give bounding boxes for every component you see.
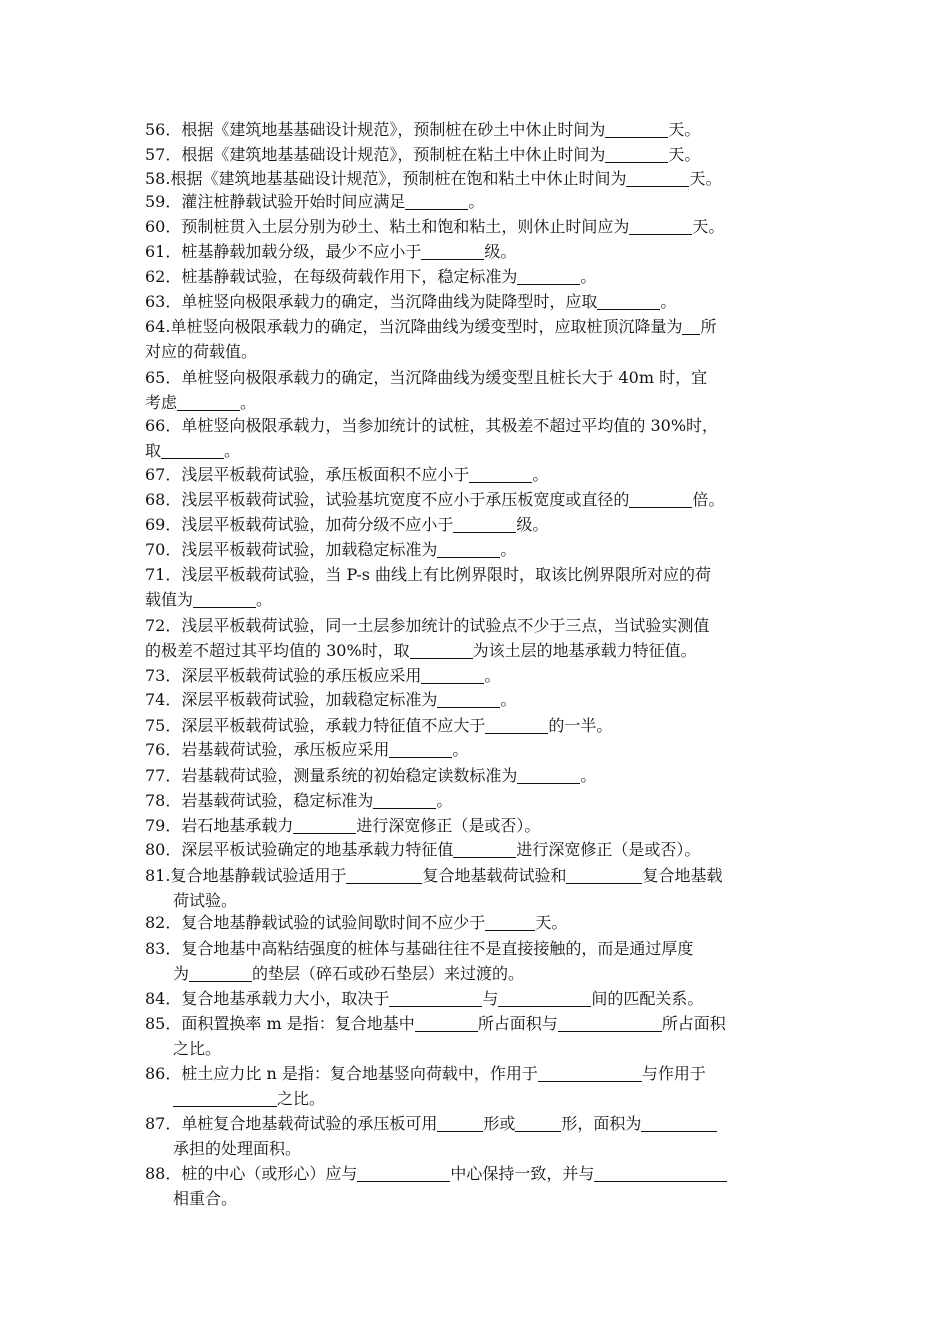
answer-blank[interactable] xyxy=(389,990,482,1007)
question-text: 浅层平板载荷试验，同一土层参加统计的试验点不少于三点，当试验实测值 xyxy=(181,616,710,635)
question-text: 岩基载荷试验，稳定标准为 xyxy=(181,791,374,810)
question-text: 。 xyxy=(500,690,517,709)
answer-blank[interactable] xyxy=(485,717,548,734)
question-text: 复合地基中高粘结强度的桩体与基础往往不是直接接触的，而是通过厚度 xyxy=(181,939,694,958)
question-number: 80． xyxy=(145,840,182,859)
question-continuation-line xyxy=(145,439,811,464)
question-text: 进行深宽修正（是或否）。 xyxy=(516,840,701,859)
question-number: 69． xyxy=(145,515,182,534)
question-number: 66． xyxy=(145,416,182,435)
question-text: 岩石地基承载力 xyxy=(181,816,294,835)
question-text: 倍。 xyxy=(692,490,725,509)
question-item xyxy=(145,513,811,538)
question-number: 71． xyxy=(145,565,182,584)
question-text: 取 xyxy=(145,440,162,460)
question-number: 64. xyxy=(145,317,171,336)
question-text: 之比。 xyxy=(277,1088,326,1108)
question-number: 84． xyxy=(145,989,182,1008)
question-text: 单桩竖向极限承载力的确定，当沉降曲线为陡降型时，应取 xyxy=(181,292,598,311)
answer-blank[interactable] xyxy=(415,1015,478,1032)
answer-blank[interactable] xyxy=(485,914,535,931)
question-item xyxy=(145,911,811,936)
question-text: 桩土应力比 n 是指：复合地基竖向荷载中，作用于 xyxy=(181,1064,538,1083)
question-text: 单桩竖向极限承载力的确定，当沉降曲线为缓变型时，应取桩顶沉降量为 xyxy=(170,317,683,336)
answer-blank[interactable] xyxy=(515,1115,561,1132)
question-text: 。 xyxy=(580,267,597,286)
answer-blank[interactable] xyxy=(629,218,692,235)
question-text: 岩基载荷试验，测量系统的初始稳定读数标准为 xyxy=(181,766,518,785)
answer-blank[interactable] xyxy=(682,318,700,335)
question-text: 单桩复合地基载荷试验的承压板可用 xyxy=(181,1114,438,1133)
question-text: 所 xyxy=(700,317,717,336)
question-text: 。 xyxy=(580,766,597,785)
answer-blank[interactable] xyxy=(421,667,484,684)
answer-blank[interactable] xyxy=(357,1165,450,1182)
question-text: 复合地基静载试验适用于 xyxy=(170,866,347,885)
question-number: 88． xyxy=(145,1164,182,1183)
question-item xyxy=(145,414,811,463)
answer-blank[interactable] xyxy=(469,466,532,483)
question-text: 的极差不超过其平均值的 30%时，取 xyxy=(145,640,410,660)
question-text: 复合地基承载力大小，取决于 xyxy=(181,989,390,1008)
answer-blank[interactable] xyxy=(605,121,668,138)
question-text: 深层平板载荷试验，加载稳定标准为 xyxy=(181,690,438,709)
question-text: 浅层平板载荷试验，当 P-s 曲线上有比例界限时，取该比例界限所对应的荷 xyxy=(181,565,712,584)
question-continuation-line xyxy=(145,639,811,664)
question-item xyxy=(145,1112,811,1161)
question-text: 天。 xyxy=(692,217,725,236)
question-number: 82． xyxy=(145,913,182,932)
question-text: 浅层平板载荷试验，试验基坑宽度不应小于承压板宽度或直径的 xyxy=(181,490,630,509)
answer-blank[interactable] xyxy=(373,792,436,809)
question-item xyxy=(145,167,811,192)
question-item xyxy=(145,290,811,315)
question-text: 浅层平板载荷试验，加荷分级不应小于 xyxy=(181,515,454,534)
answer-blank[interactable] xyxy=(405,193,468,210)
question-text: 形或 xyxy=(483,1114,516,1133)
question-text: 级。 xyxy=(516,515,549,534)
answer-blank[interactable] xyxy=(594,1165,727,1182)
question-text: 载值为 xyxy=(145,589,194,609)
question-item xyxy=(145,1162,811,1211)
question-number: 79． xyxy=(145,816,182,835)
question-text: 面积置换率 m 是指：复合地基中 xyxy=(181,1014,415,1033)
question-text: 。 xyxy=(484,666,501,685)
answer-blank[interactable] xyxy=(193,591,256,608)
question-text: 深层平板载荷试验的承压板应采用 xyxy=(181,666,422,685)
question-text: 复合地基载荷试验和 xyxy=(422,866,567,885)
answer-blank[interactable] xyxy=(558,1015,662,1032)
answer-blank[interactable] xyxy=(437,1115,483,1132)
question-continuation-line xyxy=(145,1087,811,1112)
question-number: 75． xyxy=(145,716,182,735)
question-number: 81. xyxy=(145,866,171,885)
answer-blank[interactable] xyxy=(538,1065,642,1082)
question-number: 70． xyxy=(145,540,182,559)
question-text: 。 xyxy=(500,540,517,559)
question-text: 相重合。 xyxy=(173,1188,238,1208)
answer-blank[interactable] xyxy=(629,491,692,508)
answer-blank[interactable] xyxy=(161,442,224,459)
question-item xyxy=(145,463,811,488)
question-number: 59． xyxy=(145,192,182,211)
question-number: 58. xyxy=(145,169,171,188)
question-item xyxy=(145,488,811,513)
question-text: 荷试验。 xyxy=(173,890,238,910)
question-text: 考虑 xyxy=(145,392,178,412)
question-continuation-line xyxy=(145,962,811,987)
question-number: 77． xyxy=(145,766,182,785)
question-text: 根据《建筑地基基础设计规范》，预制桩在粘土中休止时间为 xyxy=(181,145,606,164)
question-item xyxy=(145,240,811,265)
question-continuation-line xyxy=(145,1037,811,1062)
question-text: 。 xyxy=(224,440,241,460)
question-continuation-line xyxy=(145,889,811,914)
question-item xyxy=(145,864,811,913)
answer-blank[interactable] xyxy=(566,867,642,884)
question-item xyxy=(145,563,811,612)
question-number: 63． xyxy=(145,292,182,311)
question-number: 87． xyxy=(145,1114,182,1133)
question-text: 进行深宽修正（是或否）。 xyxy=(356,816,541,835)
question-item xyxy=(145,143,811,168)
question-item xyxy=(145,738,811,763)
answer-blank[interactable] xyxy=(517,767,580,784)
question-text: 根据《建筑地基基础设计规范》，预制桩在砂土中休止时间为 xyxy=(181,120,606,139)
question-text: 间的匹配关系。 xyxy=(591,989,704,1008)
answer-blank[interactable] xyxy=(498,990,591,1007)
question-text: 根据《建筑地基基础设计规范》，预制桩在饱和粘土中休止时间为 xyxy=(170,169,627,188)
answer-blank[interactable] xyxy=(346,867,422,884)
question-text: 浅层平板载荷试验，加载稳定标准为 xyxy=(181,540,438,559)
question-continuation-line xyxy=(145,391,811,416)
question-number: 65． xyxy=(145,368,182,387)
question-text: 与作用于 xyxy=(641,1064,706,1083)
question-text: 桩基静载试验，在每级荷载作用下，稳定标准为 xyxy=(181,267,518,286)
question-text: 之比。 xyxy=(173,1038,222,1058)
question-text: 复合地基载 xyxy=(642,866,723,885)
answer-blank[interactable] xyxy=(421,243,484,260)
answer-blank[interactable] xyxy=(437,691,500,708)
question-item xyxy=(145,190,811,215)
question-item xyxy=(145,538,811,563)
question-text: 所占面积 xyxy=(661,1014,726,1033)
question-item xyxy=(145,688,811,713)
question-number: 68． xyxy=(145,490,182,509)
question-item xyxy=(145,838,811,863)
question-item xyxy=(145,664,811,689)
question-text: 所占面积与 xyxy=(477,1014,558,1033)
question-text: 天。 xyxy=(668,145,701,164)
question-text: 浅层平板载荷试验，承压板面积不应小于 xyxy=(181,465,470,484)
question-text: 桩基静载加载分级，最少不应小于 xyxy=(181,242,422,261)
question-item xyxy=(145,714,811,739)
question-text: 深层平板载荷试验，承载力特征值不应大于 xyxy=(181,716,486,735)
answer-blank[interactable] xyxy=(437,541,500,558)
answer-blank[interactable] xyxy=(597,293,660,310)
question-text: 单桩竖向极限承载力的确定，当沉降曲线为缓变型且桩长大于 40m 时，宜 xyxy=(181,368,708,387)
question-continuation-line xyxy=(145,340,811,365)
question-text: 。 xyxy=(240,392,257,412)
answer-blank[interactable] xyxy=(626,170,689,187)
question-item xyxy=(145,764,811,789)
question-text: 单桩竖向极限承载力，当参加统计的试桩，其极差不超过平均值的 30%时， xyxy=(181,416,719,435)
question-text: 天。 xyxy=(535,913,568,932)
answer-blank[interactable] xyxy=(410,642,473,659)
question-text: 天。 xyxy=(668,120,701,139)
question-continuation-line xyxy=(145,1137,811,1162)
question-text: 为 xyxy=(173,963,190,983)
answer-blank[interactable] xyxy=(605,146,668,163)
question-item xyxy=(145,814,811,839)
question-text: 复合地基静载试验的试验间歇时间不应少于 xyxy=(181,913,486,932)
question-continuation-line xyxy=(145,1187,811,1212)
answer-blank[interactable] xyxy=(177,394,240,411)
question-text: 对应的荷载值。 xyxy=(145,341,258,361)
question-text: 承担的处理面积。 xyxy=(173,1138,302,1158)
question-text: 桩的中心（或形心）应与 xyxy=(181,1164,358,1183)
question-text: 天。 xyxy=(689,169,722,188)
question-number: 60． xyxy=(145,217,182,236)
question-text: 与 xyxy=(482,989,499,1008)
question-text: 形，面积为 xyxy=(561,1114,642,1133)
question-text: 。 xyxy=(660,292,677,311)
question-text: 级。 xyxy=(484,242,517,261)
question-text: 预制桩贯入土层分别为砂土、粘土和饱和粘土，则休止时间应为 xyxy=(181,217,630,236)
question-text: 的垫层（碎石或砂石垫层）来过渡的。 xyxy=(252,963,525,983)
question-number: 56． xyxy=(145,120,182,139)
answer-blank[interactable] xyxy=(641,1115,717,1132)
question-number: 72． xyxy=(145,616,182,635)
question-text: 。 xyxy=(256,589,273,609)
question-item xyxy=(145,937,811,986)
question-text: 。 xyxy=(452,740,469,759)
question-text: 岩基载荷试验，承压板应采用 xyxy=(181,740,390,759)
question-item xyxy=(145,315,811,364)
question-number: 76． xyxy=(145,740,182,759)
answer-blank[interactable] xyxy=(189,965,252,982)
question-text: 中心保持一致，并与 xyxy=(450,1164,595,1183)
answer-blank[interactable] xyxy=(453,841,516,858)
question-number: 83． xyxy=(145,939,182,958)
question-number: 85． xyxy=(145,1014,182,1033)
question-text: 。 xyxy=(436,791,453,810)
question-number: 57． xyxy=(145,145,182,164)
answer-blank[interactable] xyxy=(453,516,516,533)
question-text: 为该土层的地基承载力特征值。 xyxy=(472,640,697,660)
question-item xyxy=(145,987,811,1012)
answer-blank[interactable] xyxy=(293,817,356,834)
question-item xyxy=(145,1012,811,1061)
question-number: 61． xyxy=(145,242,182,261)
question-number: 62． xyxy=(145,267,182,286)
answer-blank[interactable] xyxy=(517,268,580,285)
question-text: 的一半。 xyxy=(548,716,613,735)
question-number: 78． xyxy=(145,791,182,810)
question-item xyxy=(145,265,811,290)
question-number: 67． xyxy=(145,465,182,484)
question-text: 深层平板试验确定的地基承载力特征值 xyxy=(181,840,454,859)
question-number: 86． xyxy=(145,1064,182,1083)
question-number: 74． xyxy=(145,690,182,709)
question-item xyxy=(145,366,811,415)
question-continuation-line xyxy=(145,588,811,613)
answer-blank[interactable] xyxy=(173,1090,277,1107)
question-text: 灌注桩静载试验开始时间应满足 xyxy=(181,192,406,211)
question-item xyxy=(145,118,811,143)
question-number: 73． xyxy=(145,666,182,685)
question-item xyxy=(145,789,811,814)
answer-blank[interactable] xyxy=(389,741,452,758)
question-text: 。 xyxy=(468,192,485,211)
question-item xyxy=(145,614,811,663)
question-item xyxy=(145,215,811,240)
question-item xyxy=(145,1062,811,1111)
question-text: 。 xyxy=(532,465,549,484)
